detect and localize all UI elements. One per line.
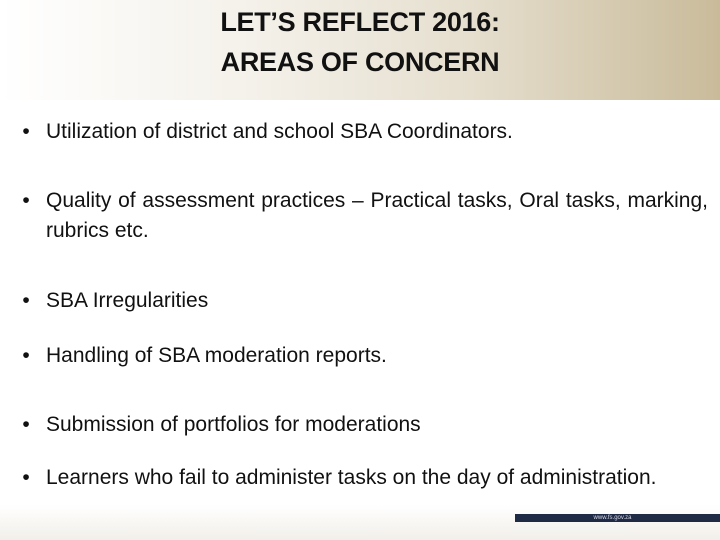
bullet-dot-icon: • [22,413,30,436]
bullet-item [18,410,708,440]
bullet-text: Handling of SBA moderation reports. [46,344,387,367]
bullet-text: Submission of portfolios for moderations [46,413,421,436]
bullet-text: Learners who fail to administer tasks on the day of administration. [46,466,657,489]
bullet-item [18,463,708,493]
bullet-text: Quality of assessment practices – Practical tasks, Oral tasks, marking, rubrics etc. [46,189,708,242]
bullet-text: Utilization of district and school SBA Coordinators. [46,120,513,143]
bullet-item [18,341,708,371]
bullet-dot-icon: • [22,344,30,367]
slide-title-line-1: LET’S REFLECT 2016: [220,7,500,37]
bullet-text: SBA Irregularities [46,289,209,312]
bullet-dot-icon: • [22,466,30,489]
bullet-dot-icon: • [22,120,30,143]
bullet-dot-icon: • [22,289,30,312]
bullet-item [18,286,708,316]
footer-url: www.fs.gov.za [593,515,632,521]
bullet-dot-icon: • [22,189,30,212]
bullet-item [18,186,708,246]
slide-title-line-2: AREAS OF CONCERN [220,47,500,77]
bullet-item [18,117,708,147]
